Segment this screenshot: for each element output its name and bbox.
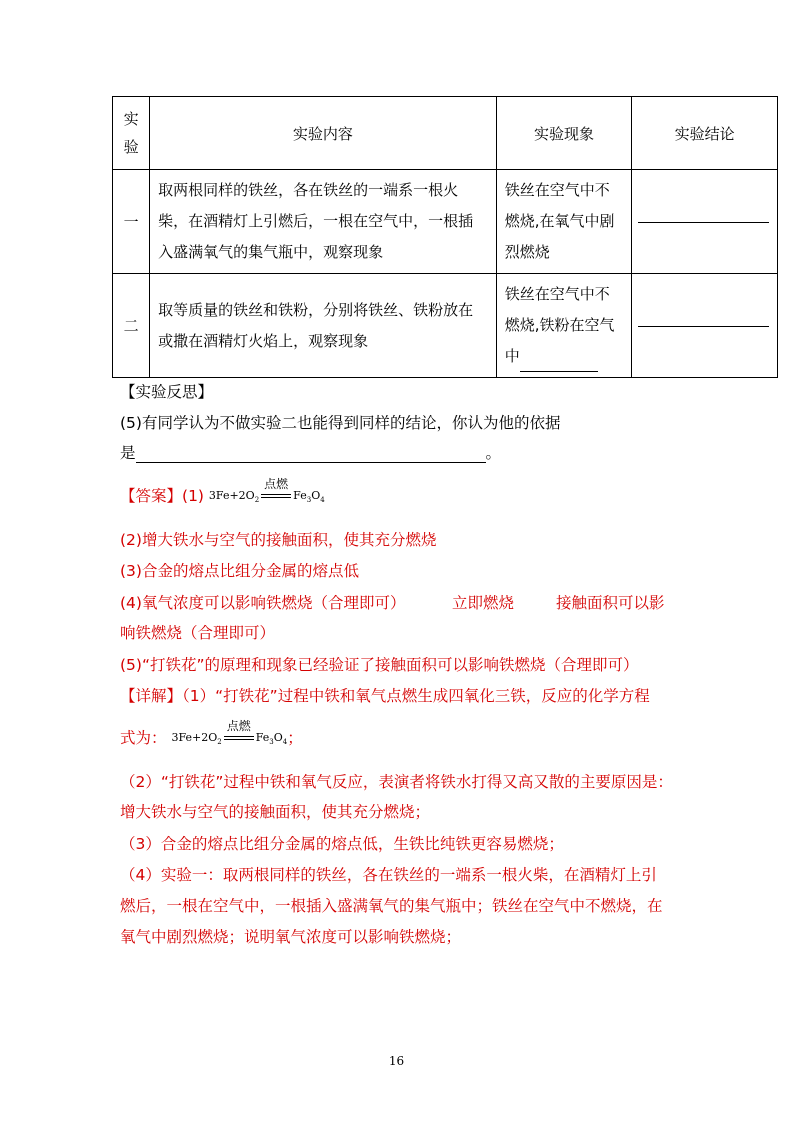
table-row xyxy=(113,170,778,274)
eq-arrow-wrap xyxy=(259,477,293,502)
detail-3: （3）合金的熔点比组分金属的熔点低，生铁比纯铁更容易燃烧； xyxy=(120,835,564,853)
detail-4-line1: （4）实验一：取两根同样的铁丝，各在铁丝的一端系一根火柴，在酒精灯上引 xyxy=(120,866,657,884)
eq-condition: 点燃 xyxy=(264,477,289,491)
detail-4-line3: 氧气中剧烈燃烧；说明氧气浓度可以影响铁燃烧； xyxy=(120,928,462,946)
row-conclusion-cell xyxy=(632,170,778,274)
detail-4-line2: 燃后，一根在空气中，一根插入盛满氧气的集气瓶中；铁丝在空气中不燃烧，在 xyxy=(120,897,663,915)
answer-3: (3)合金的熔点比组分金属的熔点低 xyxy=(120,562,359,580)
header-experiment-cell xyxy=(113,97,150,170)
detail-1-prefix: 式为： xyxy=(120,729,167,747)
row-content-cell xyxy=(150,170,497,274)
detail-1-text: （1）“打铁花”过程中铁和氧气点燃生成四氧化三铁，反应的化学方程 xyxy=(182,687,650,705)
eq-subscript: 3 xyxy=(306,496,312,504)
table-header-row xyxy=(113,97,778,170)
question-5-prefix: 是 xyxy=(120,444,136,462)
eq-condition: 点燃 xyxy=(226,719,251,733)
row-phenomenon-text xyxy=(497,275,632,376)
detail-1-suffix: ； xyxy=(287,729,303,747)
answer-blank[interactable] xyxy=(136,446,486,463)
experiment-table xyxy=(112,96,778,378)
question-5-suffix: 。 xyxy=(485,444,502,462)
question-5-line2 xyxy=(120,441,501,463)
conclusion-blank[interactable] xyxy=(638,221,769,223)
eq-double-line-icon xyxy=(224,736,254,740)
phenomenon-blank[interactable] xyxy=(520,353,598,372)
conclusion-blank[interactable] xyxy=(638,325,769,327)
eq-reactants: 3Fe+2O xyxy=(171,731,218,744)
row-content-text: 取两根同样的铁丝，各在铁丝的一端系一根火柴，在酒精灯上引燃后，一根在空气中，一根插入盛满氧气的集气瓶中，观察现象 xyxy=(158,181,474,261)
row-phenomenon-text: 铁丝在空气中不燃烧,在氧气中剧烈燃烧 xyxy=(504,181,615,261)
chemical-equation xyxy=(171,719,288,746)
row-content-cell xyxy=(150,274,497,378)
eq-product-o: O xyxy=(311,489,321,502)
chemical-equation xyxy=(208,477,325,504)
answer-1-line xyxy=(120,477,325,506)
row-phenomenon-text-a: 铁丝在空气中不燃烧,铁粉在空气中 xyxy=(504,285,615,365)
header-conclusion-cell: 实验结论 xyxy=(632,97,778,170)
eq-product: Fe xyxy=(293,489,307,502)
header-content-cell: 实验内容 xyxy=(150,97,497,170)
eq-subscript: 4 xyxy=(320,496,325,504)
eq-arrow-wrap xyxy=(222,719,256,744)
detail-2-line1: （2）“打铁花”过程中铁和氧气反应，表演者将铁水打得又高又散的主要原因是： xyxy=(120,773,673,791)
page-number: 16 xyxy=(388,1054,405,1068)
eq-product-o: O xyxy=(273,731,283,744)
answer-label: 【答案】 xyxy=(120,487,183,505)
row-content-text: 取等质量的铁丝和铁粉，分别将铁丝、铁粉放在或撒在酒精灯火焰上，观察现象 xyxy=(158,300,474,350)
reflection-heading: 【实验反思】 xyxy=(120,383,214,401)
answer-2: (2)增大铁水与空气的接触面积，使其充分燃烧 xyxy=(120,531,437,549)
answer-4-part1: (4)氧气浓度可以影响铁燃烧（合理即可） xyxy=(120,594,406,612)
eq-subscript: 2 xyxy=(254,496,260,504)
eq-subscript: 3 xyxy=(269,738,274,746)
answer-1-prefix: (1) xyxy=(182,487,204,505)
answer-5: (5)“打铁花”的原理和现象已经验证了接触面积可以影响铁燃烧（合理即可） xyxy=(120,656,639,674)
header-phenomenon-cell: 实验现象 xyxy=(496,97,632,170)
header-experiment-label: 实验 xyxy=(123,110,139,156)
eq-subscript: 4 xyxy=(282,738,288,746)
eq-reactants: 3Fe+2O xyxy=(208,489,255,502)
answer-4-part3: 接触面积可以影 xyxy=(556,594,665,612)
table-row xyxy=(113,274,778,378)
eq-product: Fe xyxy=(255,731,270,744)
question-5-line1: (5)有同学认为不做实验二也能得到同样的结论，你认为他的依据 xyxy=(120,414,561,432)
answer-4-part2: 立即燃烧 xyxy=(452,594,515,612)
row-phenomenon-cell xyxy=(496,274,632,378)
row-number: 二 xyxy=(113,274,150,378)
row-number: 一 xyxy=(113,170,150,274)
answer-4-line1 xyxy=(120,591,405,613)
answer-4-line2: 响铁燃烧（合理即可） xyxy=(120,624,276,642)
detail-2-line2: 增大铁水与空气的接触面积，使其充分燃烧； xyxy=(120,803,431,821)
detail-1-line1 xyxy=(120,684,650,706)
detail-label: 【详解】 xyxy=(120,687,183,705)
eq-subscript: 2 xyxy=(217,738,222,746)
eq-double-line-icon xyxy=(261,494,291,498)
row-phenomenon-cell xyxy=(496,170,632,274)
detail-1-line2 xyxy=(120,719,303,748)
row-conclusion-cell xyxy=(632,274,778,378)
